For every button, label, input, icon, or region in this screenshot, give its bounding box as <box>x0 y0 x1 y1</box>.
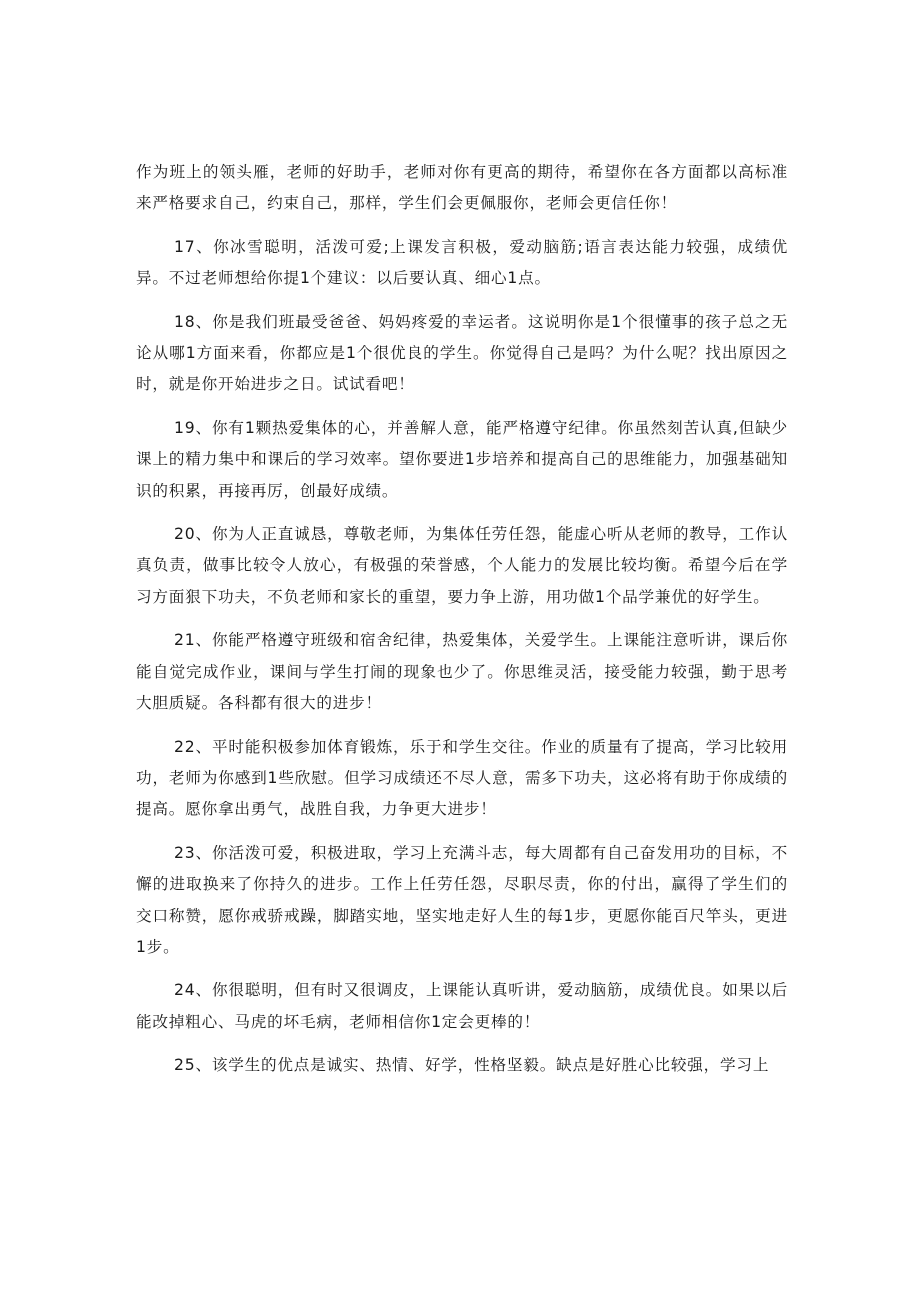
comment-19: 19、你有1颗热爱集体的心，并善解人意，能严格遵守纪律。你虽然刻苦认真,但缺少课上的精力集中和课后的学习效率。望你要进1步培养和提高自己的思维能力，加强基础知识的积累，再接再厉，创最好成绩。 <box>136 418 788 500</box>
comment-20: 20、你为人正直诚恳，尊敬老师，为集体任劳任怨，能虚心听从老师的教导，工作认真负责，做事比较令人放心，有极强的荣誉感，个人能力的发展比较均衡。希望今后在学习方面狠下功夫，不负老师和家长的重望，要力争上游，用功做1个品学兼优的好学生。 <box>136 525 788 606</box>
paragraph-continuation: 作为班上的领头雁，老师的好助手，老师对你有更高的期待，希望你在各方面都以高标准来严格要求自己，约束自己，那样，学生们会更佩服你，老师会更信任你！ <box>136 163 788 213</box>
comment-24: 24、你很聪明，但有时又很调皮，上课能认真听讲，爱动脑筋，成绩优良。如果以后能改掉粗心、马虎的坏毛病，老师相信你1定会更棒的！ <box>136 981 788 1031</box>
comment-21: 21、你能严格遵守班级和宿舍纪律，热爱集体，关爱学生。上课能注意听讲，课后你能自觉完成作业，课间与学生打闹的现象也少了。你思维灵活，接受能力较强，勤于思考大胆质疑。各科都有很大的进步！ <box>136 631 788 713</box>
comment-18: 18、你是我们班最受爸爸、妈妈疼爱的幸运者。这说明你是1个很懂事的孩子总之无论从哪1方面来看，你都应是1个很优良的学生。你觉得自己是吗？为什么呢？找出原因之时，就是你开始进步之日。试试看吧！ <box>136 312 788 394</box>
document-page <box>136 157 788 1094</box>
comment-17: 17、你冰雪聪明，活泼可爱;上课发言积极，爱动脑筋;语言表达能力较强，成绩优异。不过老师想给你提1个建议：以后要认真、细心1点。 <box>136 237 788 288</box>
comment-22: 22、平时能积极参加体育锻炼，乐于和学生交往。作业的质量有了提高，学习比较用功，老师为你感到1些欣慰。但学习成绩还不尽人意，需多下功夫，这必将有助于你成绩的提高。愿你拿出勇气，战胜自我，力争更大进步！ <box>136 737 788 819</box>
comment-25: 25、该学生的优点是诚实、热情、好学，性格坚毅。缺点是好胜心比较强，学习上 <box>174 1056 770 1075</box>
comment-23: 23、你活泼可爱，积极进取，学习上充满斗志，每大周都有自己奋发用功的目标，不懈的进取换来了你持久的进步。工作上任劳任怨，尽职尽责，你的付出，赢得了学生们的交口称赞，愿你戒骄戒躁，脚踏实地，坚实地走好人生的每1步，更愿你能百尺竿头，更进1步。 <box>136 843 788 956</box>
